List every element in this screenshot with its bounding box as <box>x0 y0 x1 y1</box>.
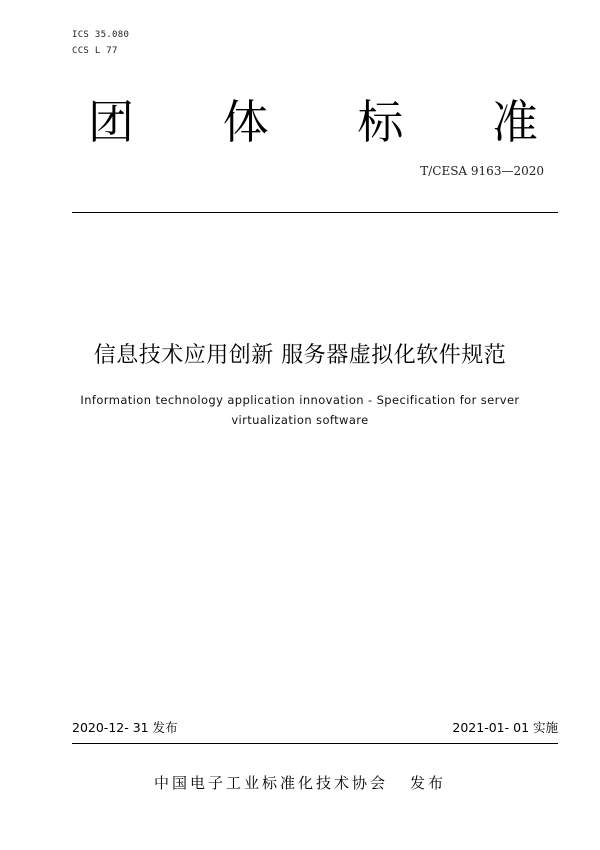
document-type-heading <box>88 92 538 152</box>
publisher-organization: 中国电子工业标准化技术协会 <box>153 774 388 792</box>
chinese-title: 信息技术应用创新 服务器虚拟化软件规范 <box>93 343 507 368</box>
ics-code: ICS 35.080 <box>72 30 130 40</box>
publisher-action: 发布 <box>410 774 447 792</box>
top-divider <box>72 212 558 213</box>
english-title <box>40 390 560 430</box>
bottom-divider <box>72 743 558 744</box>
publisher-line <box>0 772 600 793</box>
heading-char-1: 团 <box>88 95 134 149</box>
heading-char-2: 体 <box>222 95 269 149</box>
english-title-line-2: virtualization software <box>231 413 369 427</box>
implementation-date: 2021-01- 01 实施 <box>452 720 558 735</box>
heading-char-3: 标 <box>357 95 404 149</box>
standard-number: T/CESA 9163—2020 <box>420 164 544 178</box>
english-title-line-1: Information technology application innovation - Specification for server <box>80 393 520 407</box>
heading-char-4: 准 <box>491 95 538 149</box>
issue-date: 2020-12- 31 发布 <box>72 720 178 735</box>
ccs-code: CCS L 77 <box>72 46 118 56</box>
